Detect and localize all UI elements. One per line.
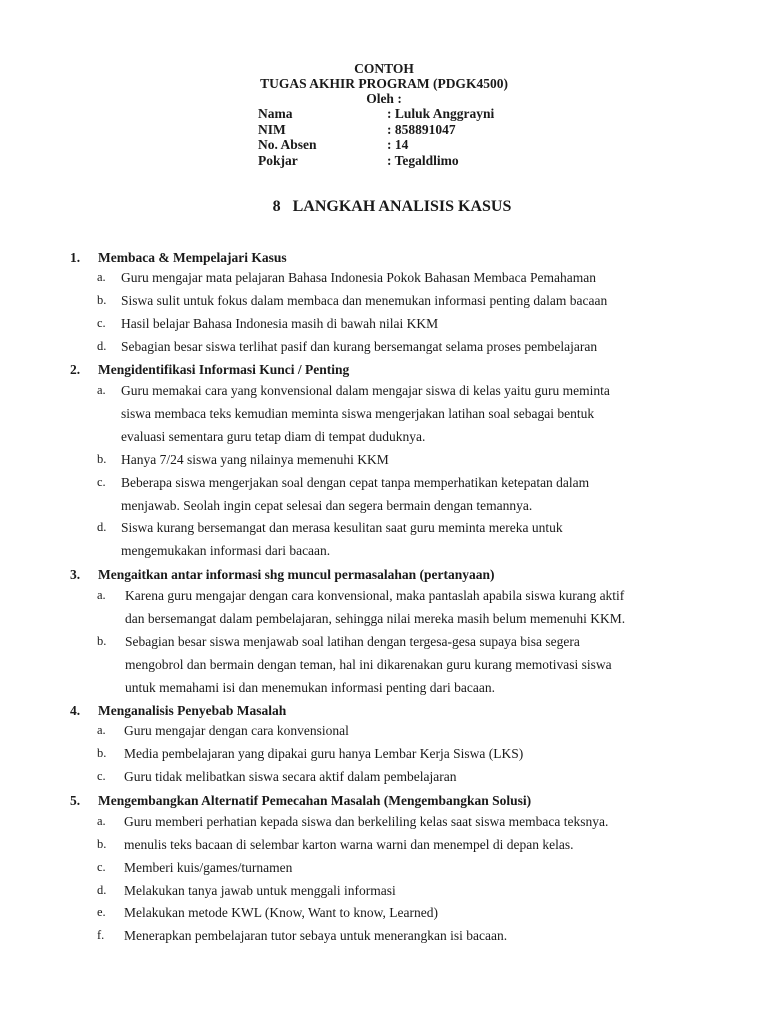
item-line: Siswa sulit untuk fokus dalam membaca dan menemukan informasi penting dalam bacaan: [121, 293, 608, 308]
item-marker: a.: [97, 723, 106, 737]
info-value: : Tegaldlimo: [387, 152, 459, 168]
item-marker: c.: [97, 475, 106, 489]
item-line: Guru memberi perhatian kepada siswa dan berkeliling kelas saat siswa membaca teksnya.: [124, 814, 609, 829]
section-heading: [70, 793, 531, 809]
item-line: Hasil belajar Bahasa Indonesia masih di bawah nilai KKM: [121, 316, 439, 331]
section-heading: [70, 362, 349, 378]
item-marker: a.: [97, 588, 106, 602]
item-text: [121, 516, 563, 562]
info-row-nim: [258, 122, 494, 138]
item-marker: b.: [97, 746, 107, 760]
section-number: 5.: [70, 793, 81, 808]
item-line: Melakukan tanya jawab untuk menggali informasi: [124, 883, 396, 898]
info-value: : 858891047: [387, 121, 456, 137]
item-text: [121, 379, 610, 448]
item-line: Sebagian besar siswa terlihat pasif dan kurang bersemangat selama proses pembelajaran: [121, 339, 598, 354]
info-label: Pokjar: [258, 152, 298, 168]
section-heading: [70, 567, 495, 583]
title-number: 8: [272, 198, 281, 215]
info-row-nama: [258, 106, 494, 122]
header-oleh: Oleh :: [366, 91, 402, 106]
section-number: 4.: [70, 703, 81, 718]
item-line: Beberapa siswa mengerjakan soal dengan cepat tanpa memperhatikan ketepatan dalam: [121, 475, 590, 490]
item-text: [124, 810, 608, 833]
item-text: [125, 584, 625, 630]
item-text: [121, 471, 589, 517]
item-text: [124, 901, 438, 924]
section-title: Mengidentifikasi Informasi Kunci / Penting: [98, 362, 350, 377]
item-text: [121, 448, 389, 471]
section-title: Mengaitkan antar informasi shg muncul permasalahan (pertanyaan): [98, 567, 495, 582]
item-marker: d.: [97, 520, 107, 534]
info-label: No. Absen: [258, 137, 317, 152]
item-marker: f.: [97, 928, 105, 942]
item-line: menjawab. Seolah ingin cepat selesai dan segera bermain dengan temannya.: [121, 498, 533, 513]
item-marker: a.: [97, 270, 106, 284]
section-title: Mengembangkan Alternatif Pemecahan Masalah (Mengembangkan Solusi): [98, 793, 532, 808]
item-line: Karena guru mengajar dengan cara konvensional, maka pantaslah apabila siswa kurang aktif: [125, 588, 625, 603]
item-marker: c.: [97, 860, 106, 874]
info-value: : 14: [387, 137, 409, 152]
item-line: Memberi kuis/games/turnamen: [124, 860, 293, 875]
item-marker: b.: [97, 293, 107, 307]
item-text: [121, 312, 438, 335]
item-line: untuk memahami isi dan menemukan informasi penting dari bacaan.: [125, 680, 496, 695]
item-text: [121, 289, 607, 312]
section-number: 3.: [70, 567, 81, 582]
item-text: [121, 335, 597, 358]
section-number: 2.: [70, 362, 81, 377]
item-line: Siswa kurang bersemangat dan merasa kesulitan saat guru meminta mereka untuk: [121, 520, 563, 535]
item-marker: c.: [97, 769, 106, 783]
section-title: Membaca & Mempelajari Kasus: [98, 250, 287, 265]
section-heading: [70, 703, 286, 719]
item-marker: b.: [97, 452, 107, 466]
header-contoh: CONTOH: [354, 61, 414, 76]
item-text: [124, 765, 457, 788]
item-marker: a.: [97, 383, 106, 397]
info-label: Nama: [258, 106, 293, 121]
item-marker: c.: [97, 316, 106, 330]
item-text: [124, 742, 523, 765]
item-text: [125, 630, 612, 699]
section-heading: [70, 250, 287, 266]
item-text: [124, 833, 573, 856]
item-line: Guru tidak melibatkan siswa secara aktif dalam pembelajaran: [124, 769, 457, 784]
item-text: [124, 924, 507, 947]
info-row-absen: [258, 137, 494, 153]
item-text: [124, 879, 396, 902]
item-text: [124, 719, 349, 742]
item-marker: b.: [97, 634, 107, 648]
header-program: TUGAS AKHIR PROGRAM (PDGK4500): [260, 76, 508, 91]
title-text: LANGKAH ANALISIS KASUS: [292, 198, 512, 215]
item-line: siswa membaca teks kemudian meminta siswa mengerjakan latihan soal sebagai bentuk: [121, 406, 595, 421]
section-title: Menganalisis Penyebab Masalah: [98, 703, 287, 718]
document-title: [0, 198, 768, 216]
item-marker: a.: [97, 814, 106, 828]
author-info: [258, 106, 494, 168]
section-number: 1.: [70, 250, 81, 265]
info-row-pokjar: [258, 153, 494, 169]
item-line: menulis teks bacaan di selembar karton warna warni dan menempel di depan kelas.: [124, 837, 574, 852]
item-text: [121, 266, 596, 289]
item-line: Guru mengajar mata pelajaran Bahasa Indonesia Pokok Bahasan Membaca Pemahaman: [121, 270, 596, 285]
item-line: dan bersemangat dalam pembelajaran, sehingga nilai mereka masih belum memenuhi KKM.: [125, 611, 626, 626]
item-marker: d.: [97, 339, 107, 353]
item-line: Guru mengajar dengan cara konvensional: [124, 723, 349, 738]
item-line: evaluasi sementara guru tetap diam di tempat duduknya.: [121, 429, 426, 444]
info-label: NIM: [258, 121, 286, 137]
item-line: Media pembelajaran yang dipakai guru hanya Lembar Kerja Siswa (LKS): [124, 746, 524, 761]
item-line: Melakukan metode KWL (Know, Want to know, Learned): [124, 905, 438, 920]
item-marker: e.: [97, 905, 106, 919]
item-line: Hanya 7/24 siswa yang nilainya memenuhi KKM: [121, 452, 389, 467]
item-marker: b.: [97, 837, 107, 851]
info-value: : Luluk Anggrayni: [387, 106, 495, 121]
item-line: Guru memakai cara yang konvensional dalam mengajar siswa di kelas yaitu guru meminta: [121, 383, 610, 398]
item-line: Sebagian besar siswa menjawab soal latihan dengan tergesa-gesa supaya bisa segera: [125, 634, 580, 649]
item-text: [124, 856, 292, 879]
item-marker: d.: [97, 883, 107, 897]
item-line: mengemukakan informasi dari bacaan.: [121, 543, 331, 558]
item-line: mengobrol dan bermain dengan teman, hal ini dikarenakan guru kurang memotivasi siswa: [125, 657, 612, 672]
item-line: Menerapkan pembelajaran tutor sebaya untuk menerangkan isi bacaan.: [124, 928, 508, 943]
